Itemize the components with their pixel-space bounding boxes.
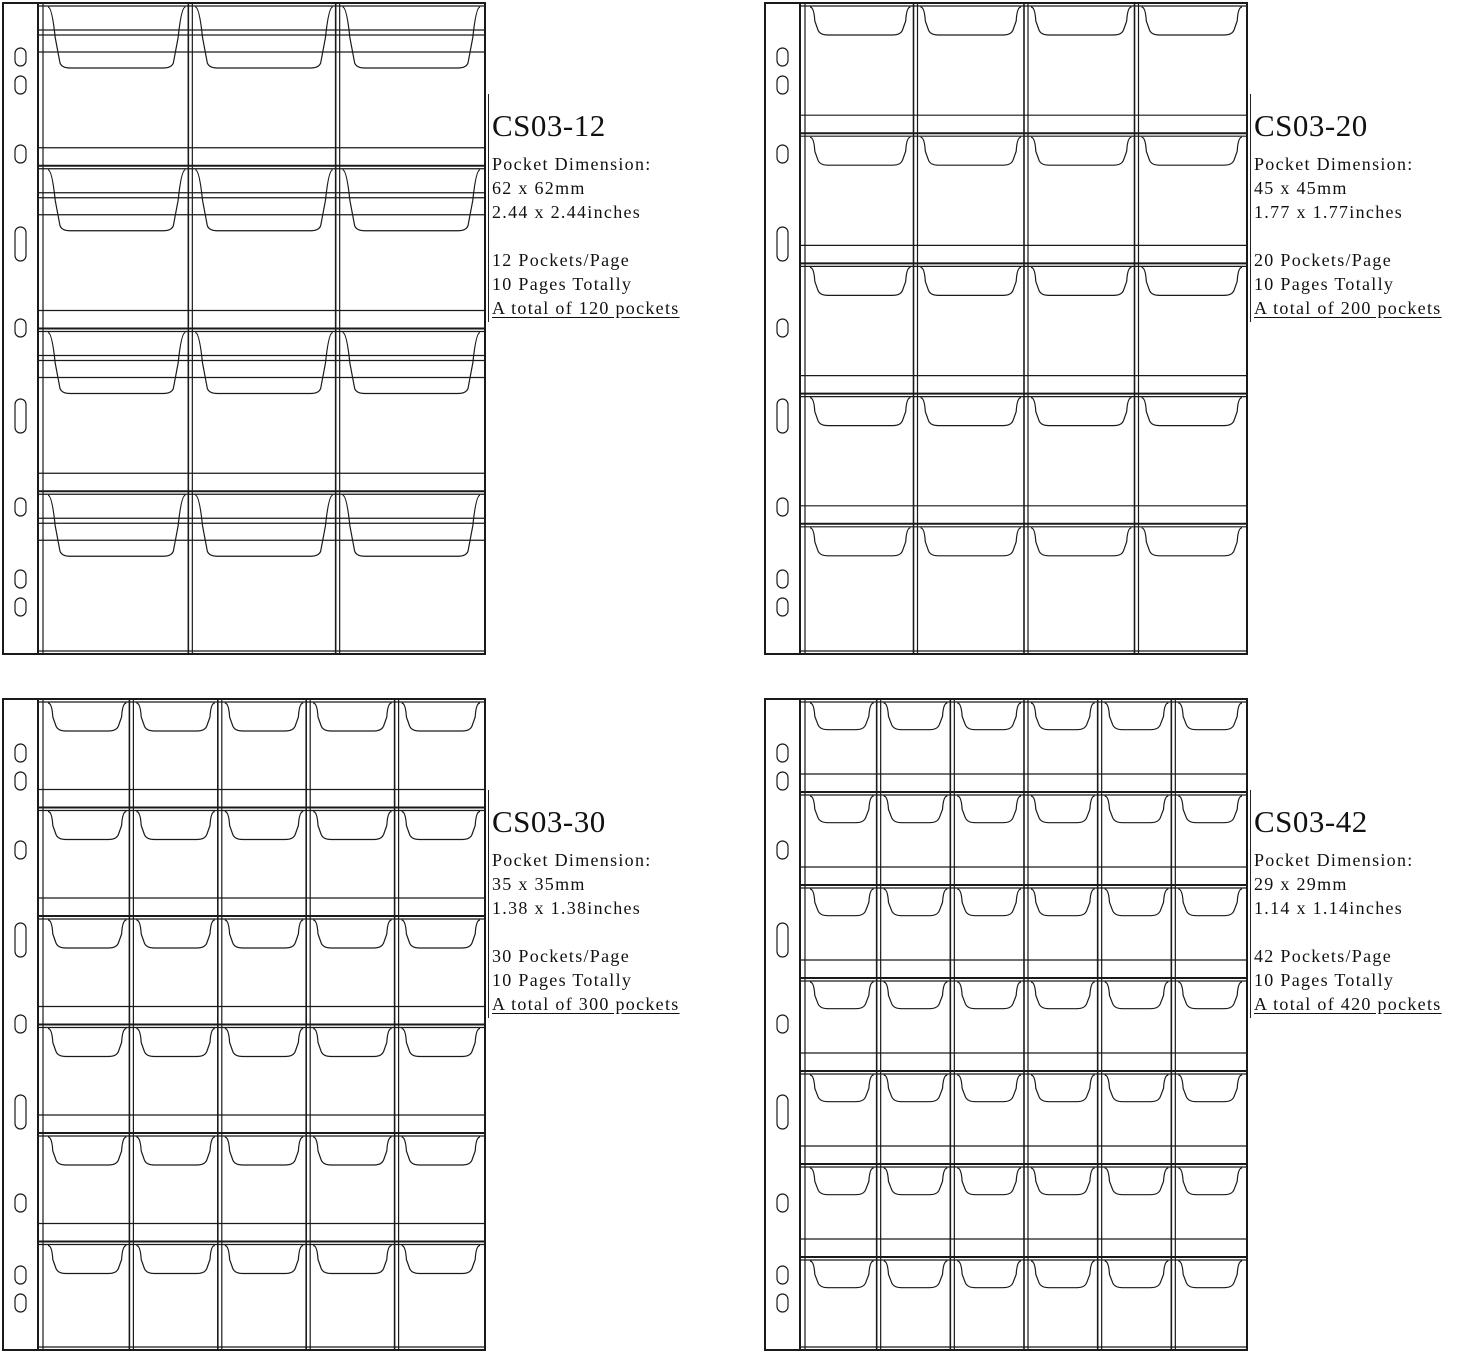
pocket-flap (1105, 1261, 1169, 1288)
pocket-flap (810, 398, 911, 426)
pocket-flap (1178, 889, 1242, 916)
pocket-flap (1031, 796, 1095, 823)
binder-hole-icon (15, 744, 26, 762)
binder-hole-icon (777, 227, 788, 261)
binder-hole-icon (15, 1095, 26, 1129)
coin-sheet-diagram-cs03-42 (764, 698, 1250, 1352)
pocket-flap (402, 1246, 480, 1274)
total-pockets: A total of 200 pockets (1254, 298, 1442, 318)
pocket-flap (884, 1168, 948, 1195)
pocket-flap (225, 1029, 303, 1057)
pocket-flap (1031, 1075, 1095, 1102)
pockets-per-page: 12 Pockets/Page (492, 250, 630, 270)
binder-hole-icon (15, 48, 26, 66)
binder-hole-icon (15, 598, 26, 616)
pocket-flap (48, 920, 126, 948)
binder-hole-icon (777, 841, 788, 859)
pocket-flap (225, 920, 303, 948)
model-title: CS03-30 (492, 804, 606, 839)
binder-hole-icon (15, 227, 26, 261)
pocket-flap (1105, 1168, 1169, 1195)
pocket-flap (136, 1137, 214, 1165)
pocket-flap (810, 703, 874, 730)
pocket-flap (810, 137, 911, 165)
binder-hole-icon (15, 1194, 26, 1212)
pocket-flap (136, 1029, 214, 1057)
size-inches: 1.14 x 1.14inches (1254, 898, 1404, 918)
model-title: CS03-20 (1254, 108, 1368, 143)
binder-hole-icon (777, 1015, 788, 1033)
pocket-flap (1031, 982, 1095, 1009)
pocket-flap (225, 1246, 303, 1274)
pocket-flap (225, 1137, 303, 1165)
pocket-flap (195, 170, 332, 231)
pocket-flap (48, 495, 185, 556)
binder-hole-icon (15, 498, 26, 516)
pocket-flap (921, 267, 1022, 295)
pocket-flap (921, 137, 1022, 165)
model-title: CS03-12 (492, 108, 606, 143)
pocket-flap (921, 398, 1022, 426)
binder-hole-icon (777, 145, 788, 163)
pocket-flap (810, 982, 874, 1009)
pocket-flap (1178, 1168, 1242, 1195)
pocket-flap (1031, 398, 1132, 426)
pocket-flap (195, 495, 332, 556)
sheet-panel-cs03-30 (2, 698, 722, 1358)
pocket-flap (1105, 796, 1169, 823)
pocket-flap (921, 528, 1022, 556)
pocket-flap (1031, 267, 1132, 295)
pages-total: 10 Pages Totally (492, 970, 633, 990)
size-inches: 2.44 x 2.44inches (492, 202, 642, 222)
size-inches: 1.77 x 1.77inches (1254, 202, 1404, 222)
binder-hole-icon (15, 1015, 26, 1033)
pocket-flap (48, 1246, 126, 1274)
pocket-flap (136, 812, 214, 840)
pocket-flap (957, 796, 1021, 823)
pocket-flap (810, 267, 911, 295)
pocket-flap (1031, 703, 1095, 730)
pocket-flap (1142, 7, 1243, 35)
pocket-flap (957, 1075, 1021, 1102)
pocket-flap (313, 1246, 391, 1274)
pockets-per-page: 20 Pockets/Page (1254, 250, 1392, 270)
pocket-flap (1031, 528, 1132, 556)
pocket-flap (810, 796, 874, 823)
pocket-flap (957, 889, 1021, 916)
binder-hole-icon (15, 570, 26, 588)
pocket-flap (195, 7, 332, 68)
pages-total: 10 Pages Totally (1254, 274, 1395, 294)
pocket-flap (957, 703, 1021, 730)
pocket-flap (402, 1137, 480, 1165)
binder-hole-icon (777, 744, 788, 762)
coin-sheet-diagram-cs03-12 (2, 2, 488, 656)
binder-hole-icon (777, 598, 788, 616)
total-pockets: A total of 420 pockets (1254, 994, 1442, 1014)
binder-hole-icon (777, 399, 788, 433)
pocket-flap (810, 7, 911, 35)
pocket-flap (1031, 137, 1132, 165)
pocket-flap (1178, 982, 1242, 1009)
pocket-flap (1178, 1261, 1242, 1288)
pockets-per-page: 42 Pockets/Page (1254, 946, 1392, 966)
spec-block-cs03-20 (1250, 94, 1442, 322)
spec-block-cs03-12 (488, 94, 680, 322)
size-mm: 45 x 45mm (1254, 178, 1348, 198)
total-pockets: A total of 120 pockets (492, 298, 680, 318)
dimension-label: Pocket Dimension: (492, 850, 652, 870)
pocket-flap (1142, 528, 1243, 556)
dimension-label: Pocket Dimension: (492, 154, 652, 174)
binder-hole-icon (777, 48, 788, 66)
pocket-flap (957, 1261, 1021, 1288)
pocket-flap (810, 528, 911, 556)
pocket-flap (921, 7, 1022, 35)
pocket-flap (313, 1029, 391, 1057)
dimension-label: Pocket Dimension: (1254, 850, 1414, 870)
pocket-flap (1105, 703, 1169, 730)
pocket-flap (1105, 1075, 1169, 1102)
pocket-flap (884, 1075, 948, 1102)
pocket-flap (957, 982, 1021, 1009)
binder-hole-icon (15, 1266, 26, 1284)
pocket-flap (313, 920, 391, 948)
binder-hole-icon (777, 1266, 788, 1284)
pocket-flap (313, 1137, 391, 1165)
pocket-flap (810, 1168, 874, 1195)
pocket-flap (402, 1029, 480, 1057)
total-pockets: A total of 300 pockets (492, 994, 680, 1014)
pages-total: 10 Pages Totally (1254, 970, 1395, 990)
spec-block-cs03-30 (488, 790, 680, 1018)
pocket-flap (1031, 7, 1132, 35)
pocket-flap (1178, 1075, 1242, 1102)
sheet-border (765, 699, 1247, 1350)
pocket-flap (1031, 1261, 1095, 1288)
pocket-flap (402, 812, 480, 840)
binder-hole-icon (15, 399, 26, 433)
binder-hole-icon (777, 498, 788, 516)
pocket-flap (1142, 267, 1243, 295)
binder-hole-icon (15, 923, 26, 957)
binder-hole-icon (777, 923, 788, 957)
pocket-flap (313, 703, 391, 731)
coin-sheet-diagram-cs03-30 (2, 698, 488, 1352)
pocket-flap (343, 495, 480, 556)
dimension-label: Pocket Dimension: (1254, 154, 1414, 174)
pocket-flap (884, 796, 948, 823)
pocket-flap (1031, 889, 1095, 916)
pocket-flap (884, 703, 948, 730)
model-title: CS03-42 (1254, 804, 1368, 839)
pocket-flap (195, 333, 332, 394)
pocket-flap (313, 812, 391, 840)
sheet-panel-cs03-12 (2, 2, 722, 662)
pocket-flap (48, 703, 126, 731)
pocket-flap (1142, 398, 1243, 426)
pocket-flap (1178, 703, 1242, 730)
pocket-flap (884, 982, 948, 1009)
pocket-flap (1031, 1168, 1095, 1195)
binder-hole-icon (777, 570, 788, 588)
binder-hole-icon (777, 1294, 788, 1312)
pocket-flap (48, 333, 185, 394)
binder-hole-icon (777, 1194, 788, 1212)
pocket-flap (810, 889, 874, 916)
size-mm: 29 x 29mm (1254, 874, 1348, 894)
binder-hole-icon (777, 772, 788, 790)
pocket-flap (136, 1246, 214, 1274)
sheet-panel-cs03-20 (764, 2, 1477, 662)
pocket-flap (402, 920, 480, 948)
spec-block-cs03-42 (1250, 790, 1442, 1018)
pocket-flap (1105, 889, 1169, 916)
pocket-flap (810, 1261, 874, 1288)
pocket-flap (343, 170, 480, 231)
pocket-flap (884, 1261, 948, 1288)
binder-hole-icon (777, 1095, 788, 1129)
pocket-flap (957, 1168, 1021, 1195)
pocket-flap (48, 1029, 126, 1057)
pocket-flap (402, 703, 480, 731)
coin-sheet-diagram-cs03-20 (764, 2, 1250, 656)
pocket-flap (48, 170, 185, 231)
pocket-flap (48, 812, 126, 840)
pocket-flap (1142, 137, 1243, 165)
pockets-per-page: 30 Pockets/Page (492, 946, 630, 966)
pocket-flap (343, 7, 480, 68)
binder-hole-icon (15, 145, 26, 163)
sheet-panel-cs03-42 (764, 698, 1477, 1358)
binder-hole-icon (15, 772, 26, 790)
pocket-flap (1105, 982, 1169, 1009)
pocket-flap (884, 889, 948, 916)
binder-hole-icon (15, 841, 26, 859)
binder-hole-icon (15, 76, 26, 94)
pocket-flap (225, 703, 303, 731)
size-mm: 35 x 35mm (492, 874, 586, 894)
pocket-flap (343, 333, 480, 394)
size-inches: 1.38 x 1.38inches (492, 898, 642, 918)
pages-total: 10 Pages Totally (492, 274, 633, 294)
binder-hole-icon (15, 1294, 26, 1312)
pocket-flap (1178, 796, 1242, 823)
pocket-flap (48, 7, 185, 68)
size-mm: 62 x 62mm (492, 178, 586, 198)
pocket-flap (810, 1075, 874, 1102)
binder-hole-icon (777, 76, 788, 94)
pocket-flap (136, 703, 214, 731)
binder-hole-icon (777, 319, 788, 337)
pocket-flap (48, 1137, 126, 1165)
pocket-flap (136, 920, 214, 948)
binder-hole-icon (15, 319, 26, 337)
pocket-flap (225, 812, 303, 840)
